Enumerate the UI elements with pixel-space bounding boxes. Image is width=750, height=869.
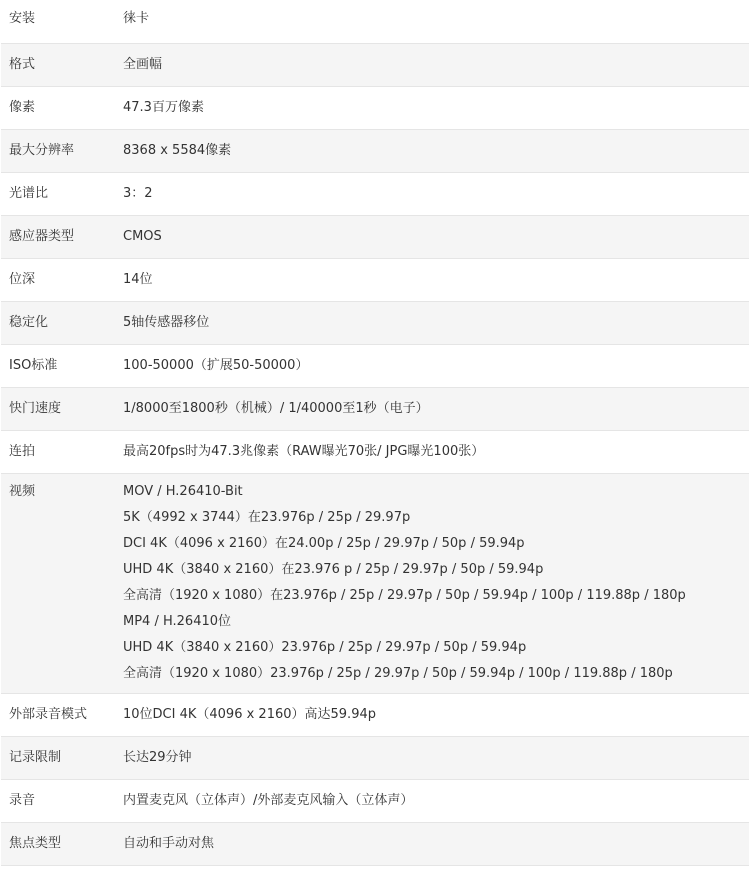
spec-label: 外部录音模式 (1, 693, 115, 736)
spec-label: 像素 (1, 86, 115, 129)
spec-table (1, 0, 749, 866)
video-line: UHD 4K（3840 x 2160）在23.976 p / 25p / 29.97p / 50p / 59.94p (123, 561, 544, 577)
spec-label: 最大分辨率 (1, 129, 115, 172)
spec-label: 光谱比 (1, 172, 115, 215)
table-row (1, 172, 749, 215)
spec-label: 焦点类型 (1, 822, 115, 865)
table-row (1, 301, 749, 344)
table-row (1, 43, 749, 86)
spec-value: 1/8000至1800秒（机械）/ 1/40000至1秒（电子） (115, 387, 749, 430)
table-row-video (1, 473, 749, 693)
spec-value: 自动和手动对焦 (115, 822, 749, 865)
spec-label: ISO标准 (1, 344, 115, 387)
table-row (1, 736, 749, 779)
spec-value: 47.3百万像素 (115, 86, 749, 129)
video-line: MP4 / H.26410位 (123, 613, 232, 629)
spec-label: 录音 (1, 779, 115, 822)
spec-label: 记录限制 (1, 736, 115, 779)
spec-value: 内置麦克风（立体声）/外部麦克风输入（立体声） (115, 779, 749, 822)
spec-value: 10位DCI 4K（4096 x 2160）高达59.94p (115, 693, 749, 736)
spec-value: 8368 x 5584像素 (115, 129, 749, 172)
video-line: 全高清（1920 x 1080）23.976p / 25p / 29.97p / 50p / 59.94p / 100p / 119.88p / 180p (123, 665, 673, 681)
table-row (1, 0, 749, 43)
spec-value: 全画幅 (115, 43, 749, 86)
video-line: MOV / H.26410-Bit (123, 483, 243, 499)
table-row (1, 430, 749, 473)
spec-label: 快门速度 (1, 387, 115, 430)
video-line: 全高清（1920 x 1080）在23.976p / 25p / 29.97p / 50p / 59.94p / 100p / 119.88p / 180p (123, 587, 686, 603)
table-row (1, 129, 749, 172)
video-spec-lines (115, 473, 749, 693)
spec-value: 长达29分钟 (115, 736, 749, 779)
table-row (1, 344, 749, 387)
spec-value: 3：2 (115, 172, 749, 215)
table-row (1, 86, 749, 129)
table-row (1, 779, 749, 822)
spec-label: 格式 (1, 43, 115, 86)
spec-value: CMOS (115, 215, 749, 258)
spec-value: 100-50000（扩展50-50000） (115, 344, 749, 387)
spec-label: 稳定化 (1, 301, 115, 344)
table-row (1, 215, 749, 258)
video-line: DCI 4K（4096 x 2160）在24.00p / 25p / 29.97p / 50p / 59.94p (123, 535, 525, 551)
spec-label: 连拍 (1, 430, 115, 473)
table-row (1, 387, 749, 430)
video-line: UHD 4K（3840 x 2160）23.976p / 25p / 29.97p / 50p / 59.94p (123, 639, 527, 655)
video-line: 5K（4992 x 3744）在23.976p / 25p / 29.97p (123, 509, 411, 525)
spec-value: 5轴传感器移位 (115, 301, 749, 344)
table-row (1, 822, 749, 865)
spec-label: 感应器类型 (1, 215, 115, 258)
table-row (1, 258, 749, 301)
table-row (1, 693, 749, 736)
spec-value: 14位 (115, 258, 749, 301)
spec-value: 最高20fps时为47.3兆像素（RAW曝光70张/ JPG曝光100张） (115, 430, 749, 473)
spec-label: 位深 (1, 258, 115, 301)
spec-label: 视频 (1, 473, 115, 693)
spec-label: 安装 (1, 0, 115, 43)
spec-value: 徕卡 (115, 0, 749, 43)
